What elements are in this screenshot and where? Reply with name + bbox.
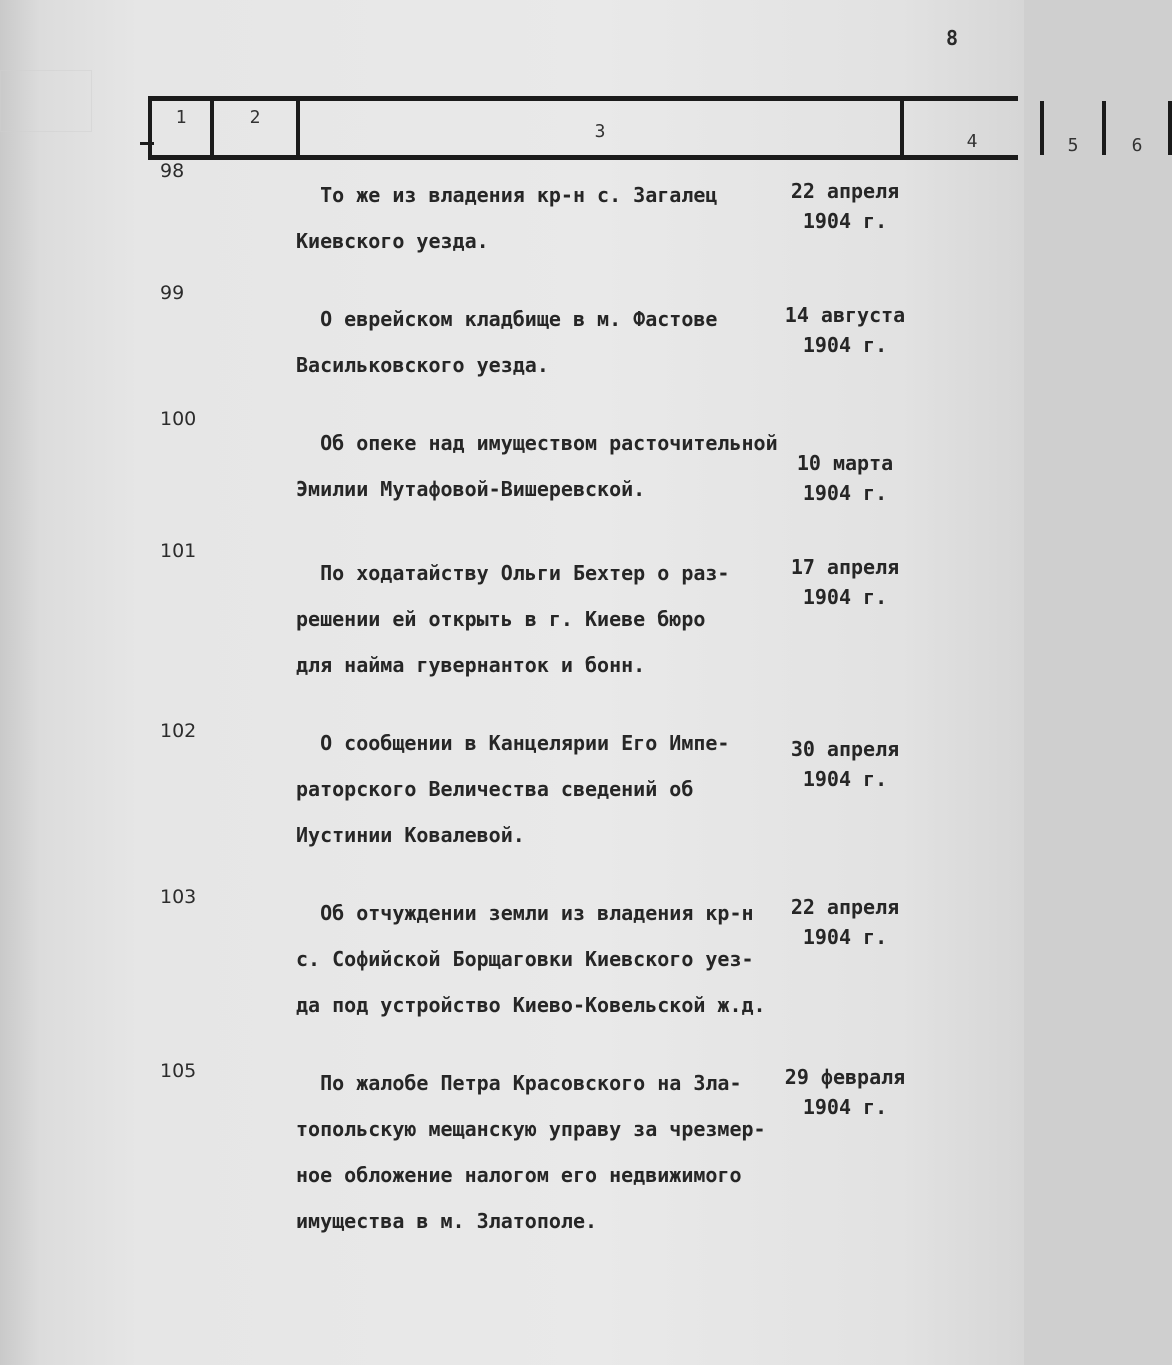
margin-bleed-through bbox=[0, 70, 92, 132]
entry-number: 102 bbox=[160, 720, 197, 742]
entry-description: Об отчуждении земли из владения кр-н с. Софийской Борщаговки Киевского уез- да под устройство Киево-Ковельской ж.д. bbox=[296, 901, 766, 1017]
entry-date: 17 апреля 1904 г. bbox=[790, 555, 900, 609]
entry-description: Об опеке над имуществом расточительной Эмилии Мутафовой-Вишеревской. bbox=[296, 431, 778, 501]
column-header-1: 1 bbox=[148, 101, 210, 155]
entry-number: 105 bbox=[160, 1060, 197, 1082]
column-header-6: 6 bbox=[1102, 101, 1172, 155]
entry-description: О еврейском кладбище в м. Фастове Васильковского уезда. bbox=[296, 307, 718, 377]
column-header-3: 3 bbox=[296, 101, 900, 155]
entry-number: 99 bbox=[160, 282, 185, 304]
column-header-2: 2 bbox=[210, 101, 296, 155]
entry-date: 29 февраля 1904 г. bbox=[784, 1065, 906, 1119]
entry-number: 103 bbox=[160, 886, 197, 908]
page-number: 8 bbox=[946, 26, 959, 50]
entry-description: О сообщении в Канцелярии Его Импе- раторского Величества сведений об Иустинии Ковалевой. bbox=[296, 731, 730, 847]
entry-number: 100 bbox=[160, 408, 197, 430]
entry-description: По жалобе Петра Красовского на Зла- топольскую мещанскую управу за чрезмер- ное обложение налогом его недвижимого имущества в м. Златополе. bbox=[296, 1071, 766, 1233]
entry-number: 101 bbox=[160, 540, 197, 562]
entry-description: По ходатайству Ольги Бехтер о раз- решении ей открыть в г. Киеве бюро для найма гувернанток и бонн. bbox=[296, 561, 730, 677]
entry-date: 30 апреля 1904 г. bbox=[790, 737, 900, 791]
entry-date: 22 апреля 1904 г. bbox=[790, 895, 900, 949]
entry-date: 10 марта 1904 г. bbox=[796, 451, 894, 505]
column-header-table bbox=[148, 96, 1143, 160]
column-header-5: 5 bbox=[1040, 101, 1102, 155]
entry-date: 22 апреля 1904 г. bbox=[790, 179, 900, 233]
entry-date: 14 августа 1904 г. bbox=[784, 303, 906, 357]
column-header-4: 4 bbox=[900, 101, 1040, 155]
entry-number: 98 bbox=[160, 160, 185, 182]
margin-dash bbox=[140, 142, 154, 145]
entry-description: То же из владения кр-н с. Загалец Киевского уезда. bbox=[296, 183, 718, 253]
